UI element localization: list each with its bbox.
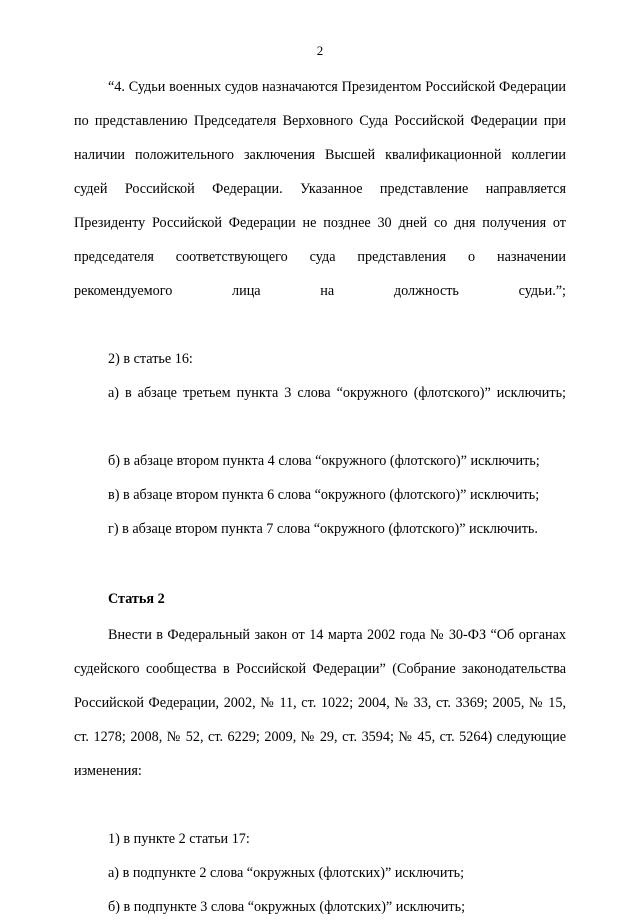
paragraph-item-1b: б) в подпункте 3 слова “окружных (флотских)” исключить;	[108, 899, 466, 915]
paragraph-item-2v: в) в абзаце втором пункта 6 слова “окружного (флотского)” исключить;	[108, 487, 540, 503]
paragraph-quote-article-4: “4. Судьи военных судов назначаются Президентом Российской Федерации по представлению Председателя Верховного Суда Российской Федерации при наличии положительного заключения Высшей квалификационной коллегии судей Российской Федерации. Указанное представление направляется Президенту Российской Федерации не позднее 30 дней со дня получения от председателя соответствующего суда представления о назначении рекомендуемого лица на должность судьи.”;	[74, 79, 566, 299]
paragraph-item-2: 2) в статье 16:	[108, 351, 193, 367]
page-number: 2	[316, 43, 324, 58]
paragraph-item-2a: а) в абзаце третьем пункта 3 слова “окружного (флотского)” исключить;	[108, 385, 566, 401]
paragraph-article-2-intro: Внести в Федеральный закон от 14 марта 2002 года № 30-ФЗ “Об органах судейского сообщества в Российской Федерации” (Собрание законодательства Российской Федерации, 2002, № 11, ст. 1022; 2004, № 33, ст. 3369; 2005, № 15, ст. 1278; 2008, № 52, ст. 6229; 2009, № 29, ст. 3594; № 45, ст. 5264) следующие изменения:	[74, 627, 566, 779]
document-body	[74, 70, 566, 924]
section-heading-article-2: Статья 2	[108, 591, 165, 607]
paragraph-item-1a: а) в подпункте 2 слова “окружных (флотских)” исключить;	[108, 865, 465, 881]
paragraph-item-2b: б) в абзаце втором пункта 4 слова “окружного (флотского)” исключить;	[108, 453, 540, 469]
paragraph-item-2g: г) в абзаце втором пункта 7 слова “окружного (флотского)” исключить.	[108, 521, 538, 537]
paragraph-item-1: 1) в пункте 2 статьи 17:	[108, 831, 250, 847]
